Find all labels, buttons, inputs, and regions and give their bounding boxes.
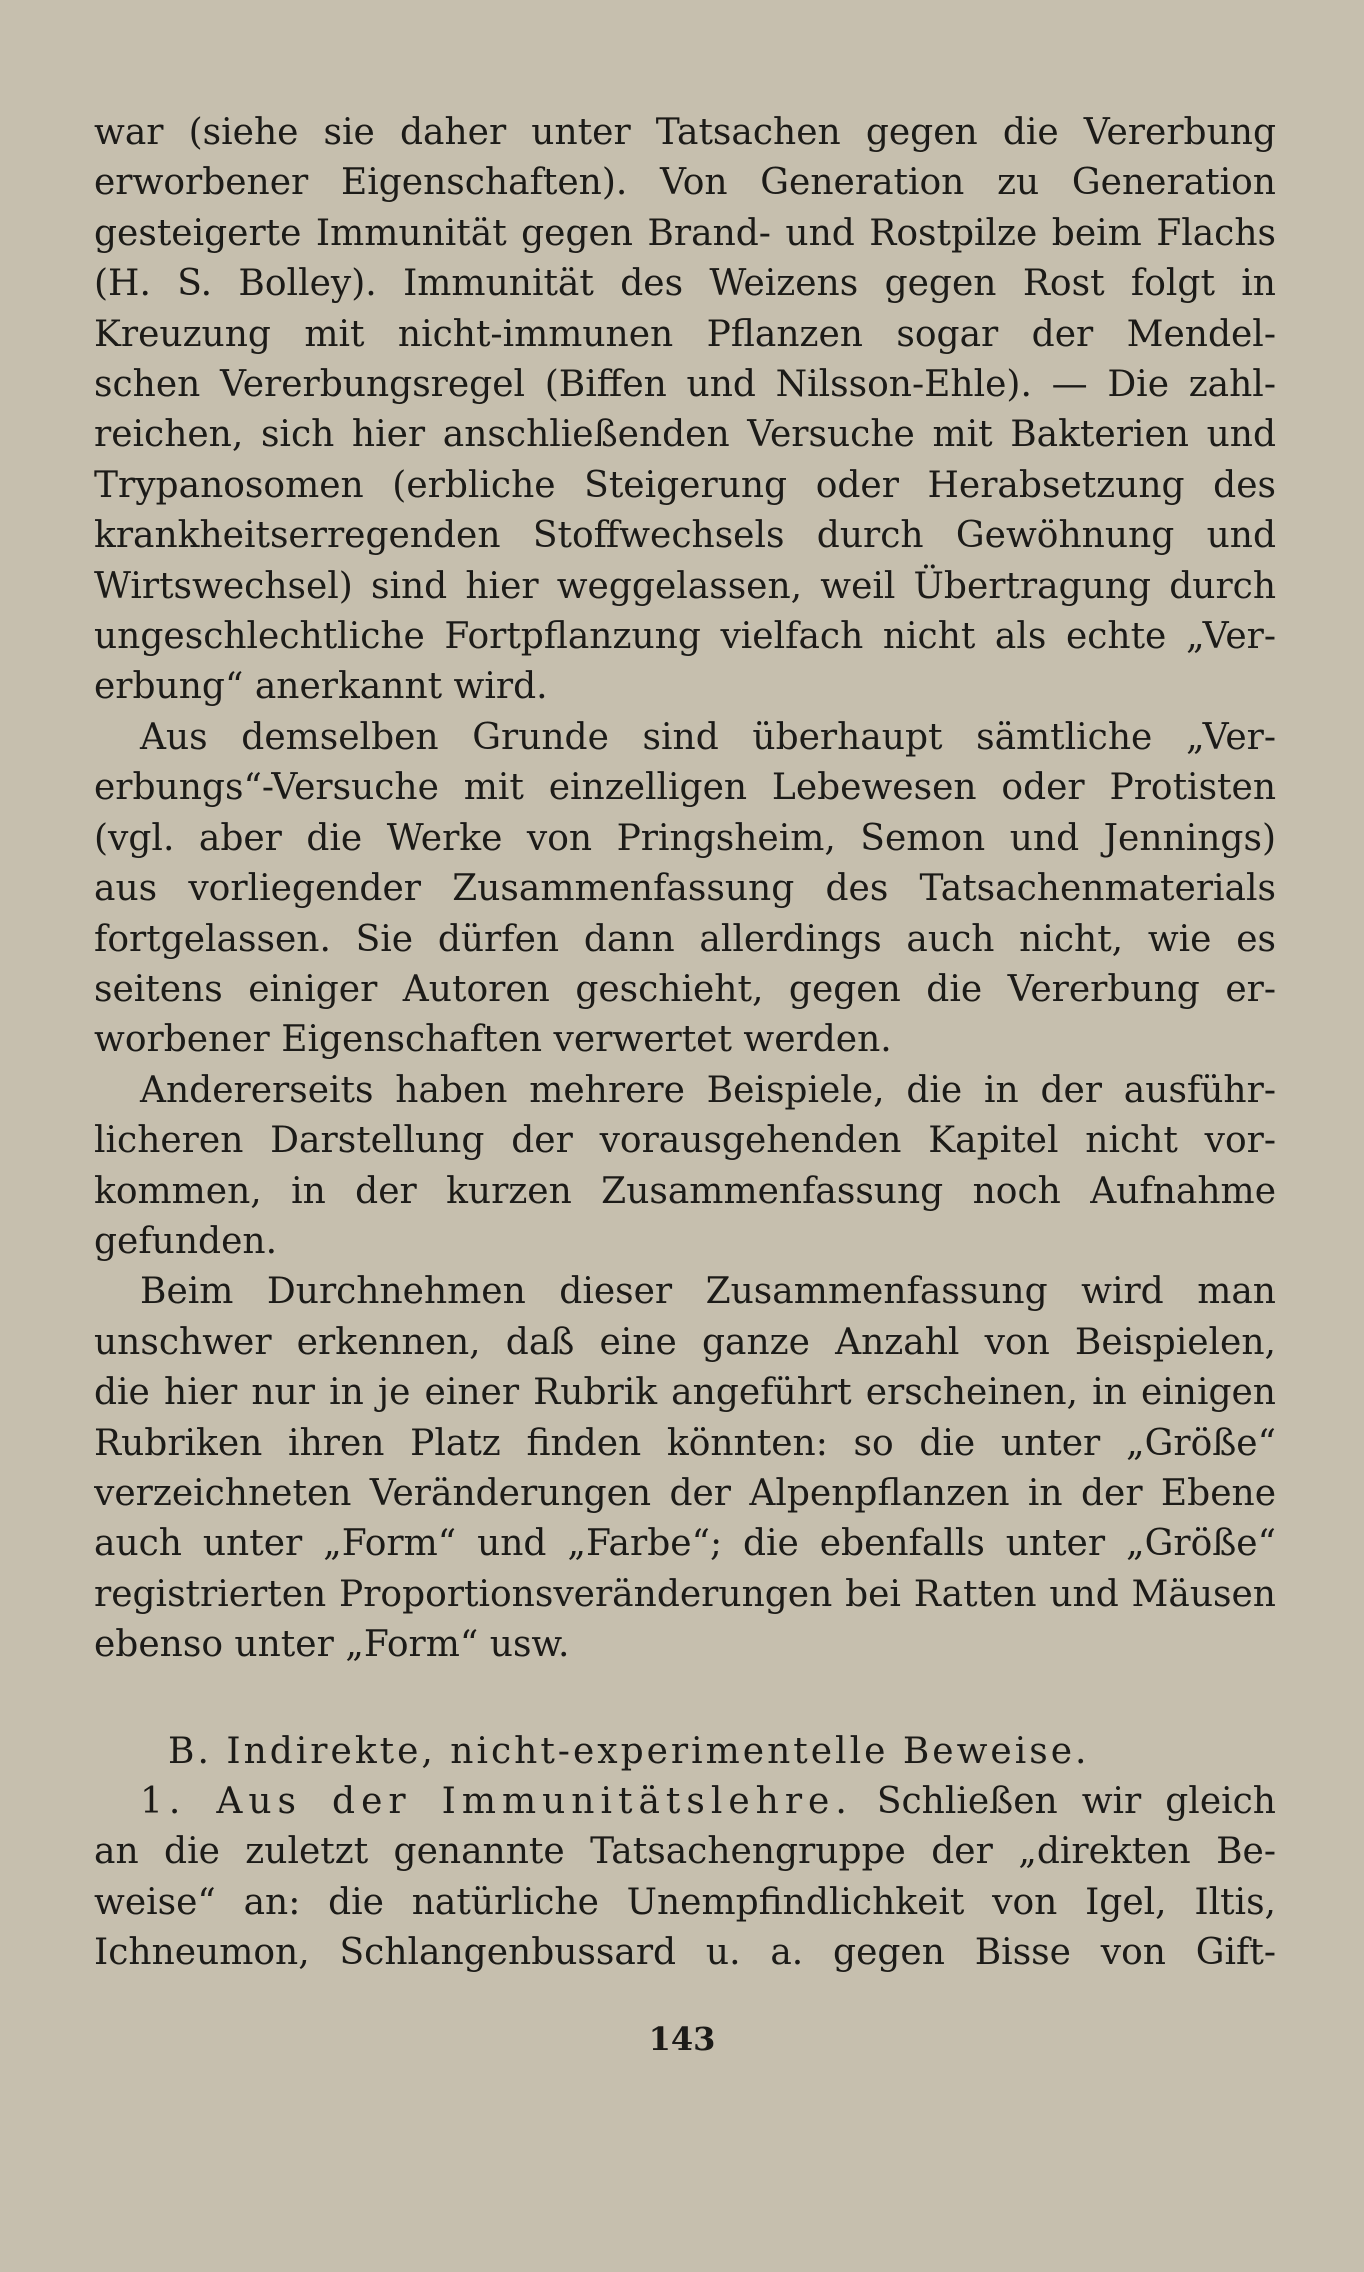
text-line: verzeichneten Veränderungen der Alpenpflanzen in der Ebene (94, 1472, 1276, 1514)
text-line: seitens einiger Autoren geschieht, gegen die Vererbung er- (94, 968, 1276, 1010)
text-line: erbungs“-Versuche mit einzelligen Lebewesen oder Protisten (94, 767, 1276, 809)
paragraph-1 (94, 108, 1276, 713)
subsection-first-line-text: Schließen wir gleich (876, 1781, 1276, 1822)
text-line: registrierten Proportionsveränderungen bei Ratten und Mäusen (94, 1573, 1276, 1615)
text-line: aus vorliegender Zusammenfassung des Tatsachenmaterials (94, 868, 1276, 910)
page-body (94, 108, 1276, 1979)
text-line: kommen, in der kurzen Zusammenfassung noch Aufnahme (94, 1170, 1276, 1212)
text-line: Andererseits haben mehrere Beispiele, die in der ausführ- (140, 1069, 1276, 1111)
page-number: 143 (648, 2020, 716, 2058)
text-line: gefunden. (94, 1220, 278, 1262)
text-line: erworbener Eigenschaften). Von Generation zu Generation (94, 162, 1276, 204)
text-line: erbung“ anerkannt wird. (94, 666, 548, 708)
text-line: Beim Durchnehmen dieser Zusammenfassung wird man (140, 1271, 1276, 1313)
paragraph-4 (94, 1267, 1276, 1670)
text-line: Wirtswechsel) sind hier weggelassen, weil Übertragung durch (94, 565, 1276, 607)
text-line: Kreuzung mit nicht-immunen Pflanzen sogar der Mendel- (94, 313, 1276, 355)
text-line: (H. S. Bolley). Immunität des Weizens gegen Rost folgt in (94, 263, 1276, 305)
text-line: an die zuletzt genannte Tatsachengruppe der „direkten Be- (94, 1831, 1276, 1873)
text-line: (vgl. aber die Werke von Pringsheim, Semon und Jennings) (94, 817, 1276, 859)
text-line: weise“ an: die natürliche Unempfindlichkeit von Igel, Iltis, (94, 1881, 1276, 1923)
text-line: worbener Eigenschaften verwertet werden. (94, 1019, 892, 1061)
paragraph-3 (94, 1066, 1276, 1268)
text-line: fortgelassen. Sie dürfen dann allerdings auch nicht, wie es (94, 918, 1276, 960)
text-line: auch unter „Form“ und „Farbe“; die ebenfalls unter „Größe“ (94, 1523, 1276, 1565)
text-line: Trypanosomen (erbliche Steigerung oder Herabsetzung des (94, 464, 1276, 506)
text-line: gesteigerte Immunität gegen Brand- und Rostpilze beim Flachs (94, 212, 1276, 254)
text-line: unschwer erkennen, daß eine ganze Anzahl von Beispielen, (94, 1321, 1276, 1363)
text-line: ebenso unter „Form“ usw. (94, 1624, 570, 1666)
subsection-first-line (94, 1777, 1276, 1827)
text-line: Ichneumon, Schlangenbussard u. a. gegen Bisse von Gift- (94, 1932, 1276, 1974)
text-line: licheren Darstellung der vorausgehenden Kapitel nicht vor- (94, 1120, 1276, 1162)
text-line: reichen, sich hier anschließenden Versuche mit Bakterien und (94, 414, 1276, 456)
text-line: ungeschlechtliche Fortpflanzung vielfach nicht als echte „Ver- (94, 616, 1276, 658)
paragraph-2 (94, 713, 1276, 1066)
text-line: die hier nur in je einer Rubrik angeführt erscheinen, in einigen (94, 1372, 1276, 1414)
text-line: krankheitserregenden Stoffwechsels durch Gewöhnung und (94, 515, 1276, 557)
subsection-label: 1. Aus der Immunitätslehre. (140, 1781, 853, 1822)
subsection-paragraph (94, 1777, 1276, 1979)
section-heading: B. Indirekte, nicht-experimentelle Beweise. (168, 1730, 1090, 1772)
text-line: Aus demselben Grunde sind überhaupt sämtliche „Ver- (140, 716, 1276, 758)
text-line: schen Vererbungsregel (Biffen und Nilsson-Ehle). — Die zahl- (94, 364, 1276, 406)
text-line: Rubriken ihren Platz finden könnten: so die unter „Größe“ (94, 1422, 1276, 1464)
text-line: war (siehe sie daher unter Tatsachen gegen die Vererbung (94, 112, 1276, 153)
